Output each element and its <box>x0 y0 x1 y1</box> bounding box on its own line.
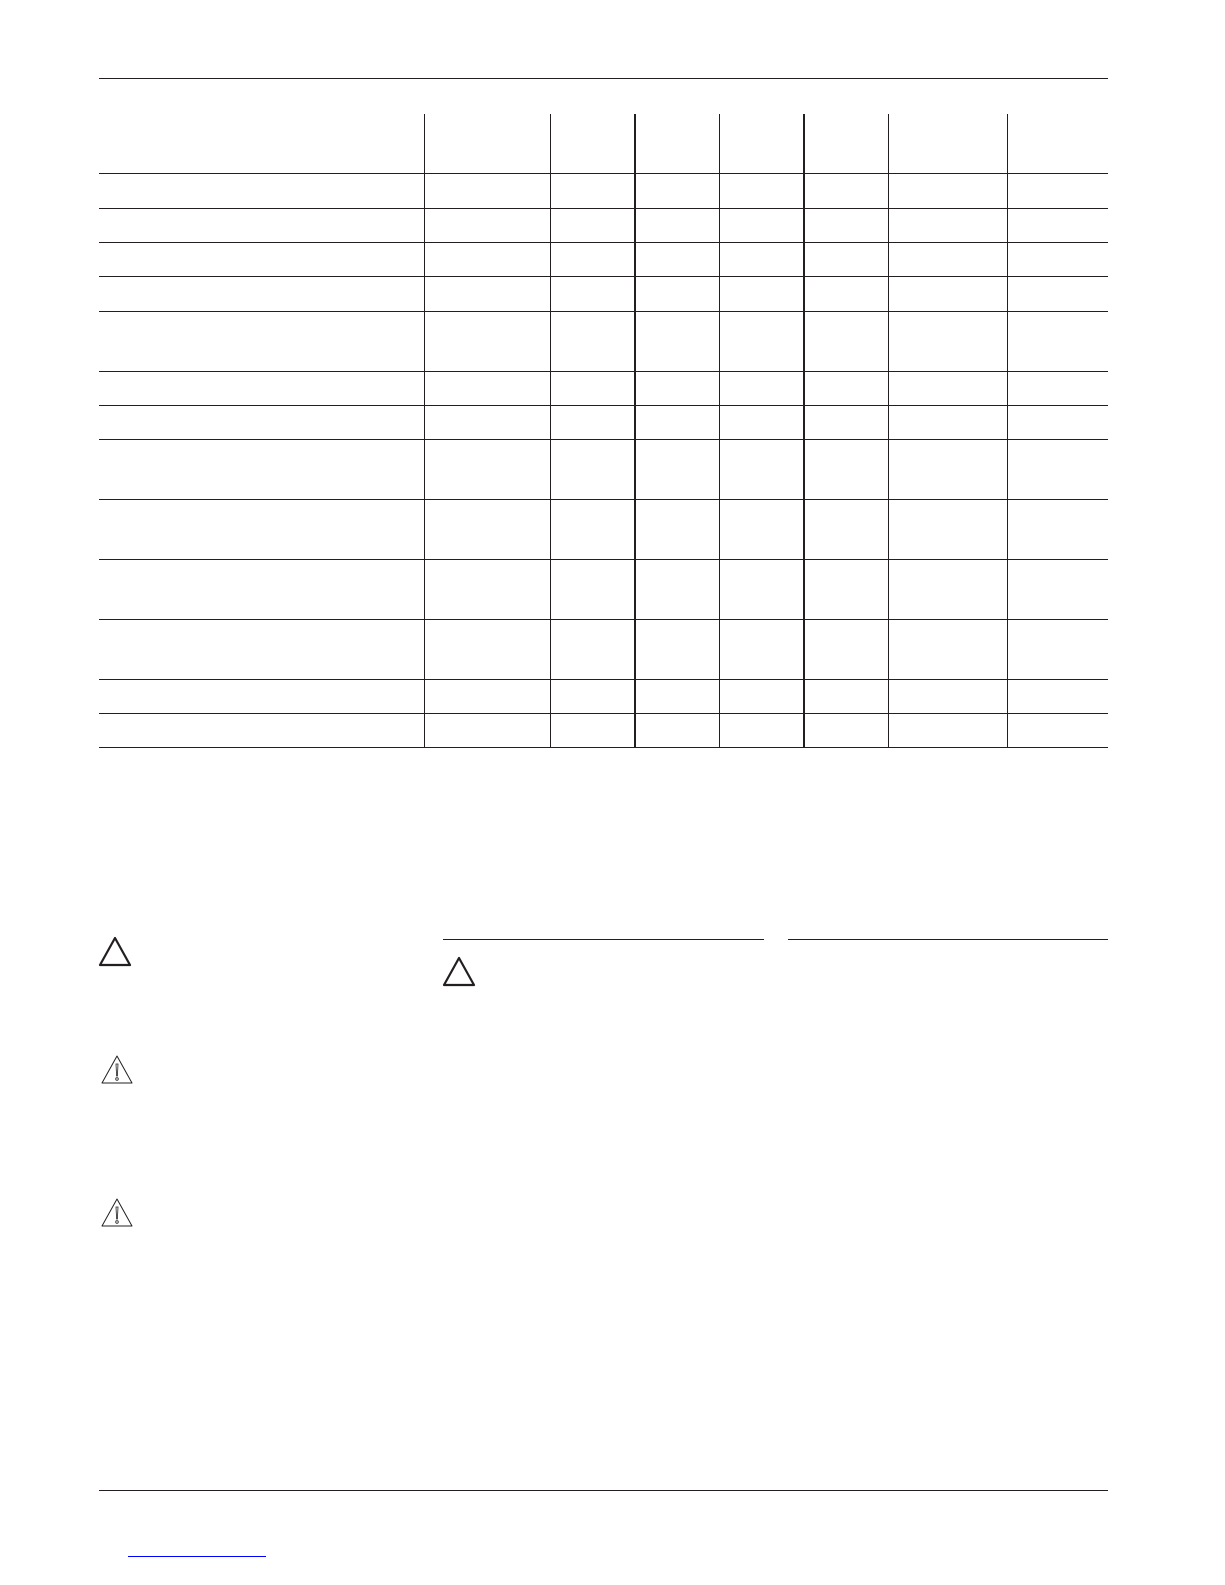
table-row-rule <box>99 679 1108 680</box>
table-row-rule <box>99 242 1108 243</box>
table-row-rule <box>99 713 1108 714</box>
caution-triangle-icon <box>442 956 476 988</box>
warning-exclamation-triangle-icon <box>100 1197 134 1229</box>
table-row-rule <box>99 405 1108 406</box>
table-row-rule <box>99 439 1108 440</box>
section-rule-right <box>788 939 1108 940</box>
column-divider <box>1007 114 1008 748</box>
table-row-rule <box>99 173 1108 174</box>
table-row-rule <box>99 619 1108 620</box>
column-divider <box>550 114 551 748</box>
table-row-rule <box>99 311 1108 312</box>
footer-link[interactable] <box>128 1556 266 1557</box>
column-divider-bold <box>803 114 805 748</box>
column-divider <box>719 114 720 748</box>
table-row-rule <box>99 371 1108 372</box>
column-divider <box>888 114 889 748</box>
table-row-rule <box>99 499 1108 500</box>
column-divider <box>424 114 425 748</box>
warning-exclamation-triangle-icon <box>100 1054 134 1086</box>
caution-triangle-icon <box>98 936 132 968</box>
header-rule <box>99 78 1108 79</box>
table-row-rule <box>99 208 1108 209</box>
table-bottom-rule <box>99 747 1108 748</box>
footer-rule <box>99 1490 1108 1491</box>
section-rule-middle <box>443 939 764 940</box>
column-divider-bold <box>634 114 636 748</box>
table-row-rule <box>99 276 1108 277</box>
table-row-rule <box>99 559 1108 560</box>
